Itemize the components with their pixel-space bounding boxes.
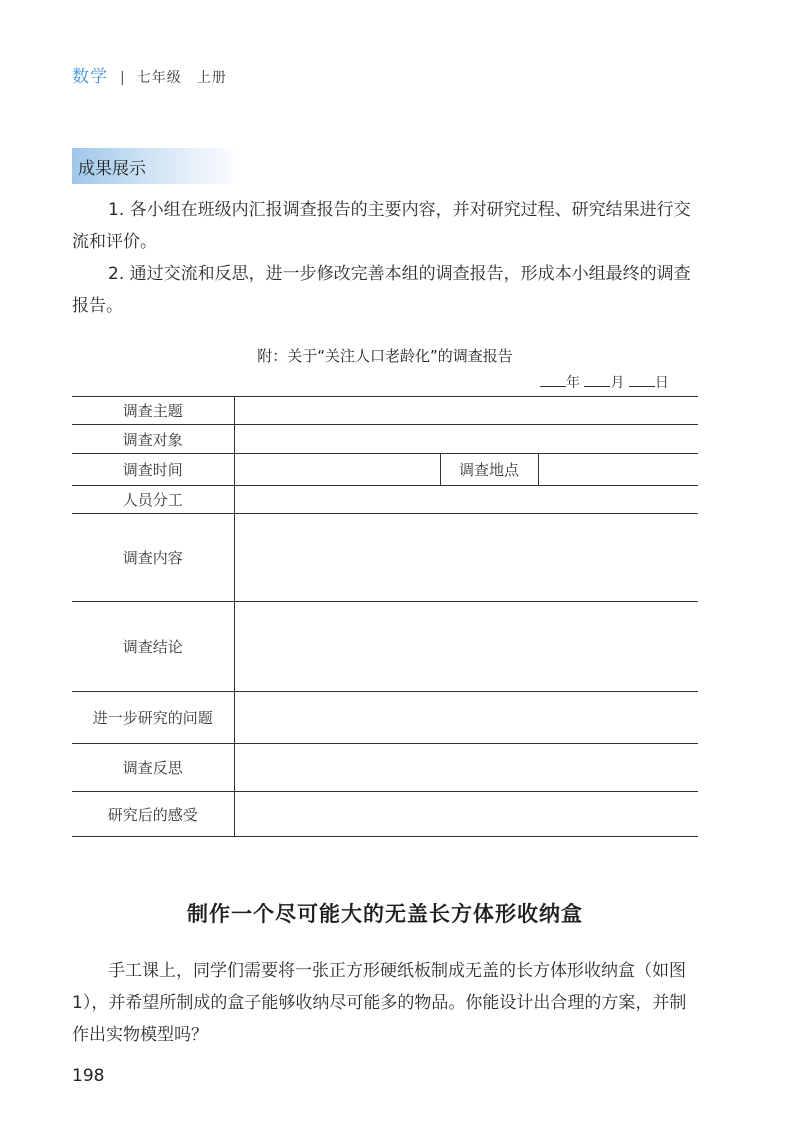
table-row <box>72 425 698 454</box>
further-cell[interactable] <box>234 692 698 744</box>
row-label-conclusion: 调查结论 <box>72 602 234 692</box>
header-separator: | <box>120 70 125 86</box>
conclusion-cell[interactable] <box>234 602 698 692</box>
content-cell[interactable] <box>234 514 698 602</box>
section-banner <box>72 148 242 184</box>
report-table <box>72 396 698 837</box>
activity-paragraph <box>72 955 698 1051</box>
time-cell[interactable] <box>234 454 440 486</box>
report-date <box>540 372 669 392</box>
table-row <box>72 692 698 744</box>
table-row <box>72 514 698 602</box>
page-number: 198 <box>72 1066 105 1086</box>
section-title: 成果展示 <box>78 159 146 179</box>
row-label-content: 调查内容 <box>72 514 234 602</box>
table-row <box>72 602 698 692</box>
table-row <box>72 744 698 792</box>
location-cell[interactable] <box>538 454 698 486</box>
topic-cell[interactable] <box>234 397 698 425</box>
table-row <box>72 792 698 837</box>
table-row <box>72 397 698 425</box>
paragraph-2-text: 2. 通过交流和反思，进一步修改完善本组的调查报告，形成本小组最终的调查报告。 <box>72 264 691 316</box>
paragraph-1 <box>72 194 698 258</box>
paragraph-2 <box>72 258 698 322</box>
division-cell[interactable] <box>234 486 698 514</box>
date-month: 月 <box>610 375 625 391</box>
table-row <box>72 454 698 486</box>
row-label-feelings: 研究后的感受 <box>72 792 234 837</box>
target-cell[interactable] <box>234 425 698 454</box>
row-label-division: 人员分工 <box>72 486 234 514</box>
date-year: 年 <box>566 375 580 391</box>
paragraph-1-text: 1. 各小组在班级内汇报调查报告的主要内容，并对研究过程、研究结果进行交流和评价。 <box>72 200 691 252</box>
page-header <box>72 62 227 87</box>
activity-body: 手工课上，同学们需要将一张正方形硬纸板制成无盖的长方体形收纳盒（如图 1），并希望所制成的盒子能够收纳尽可能多的物品。你能设计出合理的方案，并制作出实物模型吗？ <box>72 961 687 1045</box>
row-label-reflection: 调查反思 <box>72 744 234 792</box>
grade-label: 七年级 上册 <box>136 70 227 86</box>
row-label-topic: 调查主题 <box>72 397 234 425</box>
report-title: 附：关于“关注人口老龄化”的调查报告 <box>257 347 513 365</box>
feelings-cell[interactable] <box>234 792 698 837</box>
subject-title: 数学 <box>72 67 108 87</box>
table-row <box>72 486 698 514</box>
date-day: 日 <box>654 375 669 391</box>
row-label-time: 调查时间 <box>72 454 234 486</box>
reflection-cell[interactable] <box>234 744 698 792</box>
row-label-further: 进一步研究的问题 <box>72 692 234 744</box>
activity-title: 制作一个尽可能大的无盖长方体形收纳盒 <box>187 902 583 926</box>
row-label-location: 调查地点 <box>440 454 538 486</box>
row-label-target: 调查对象 <box>72 425 234 454</box>
